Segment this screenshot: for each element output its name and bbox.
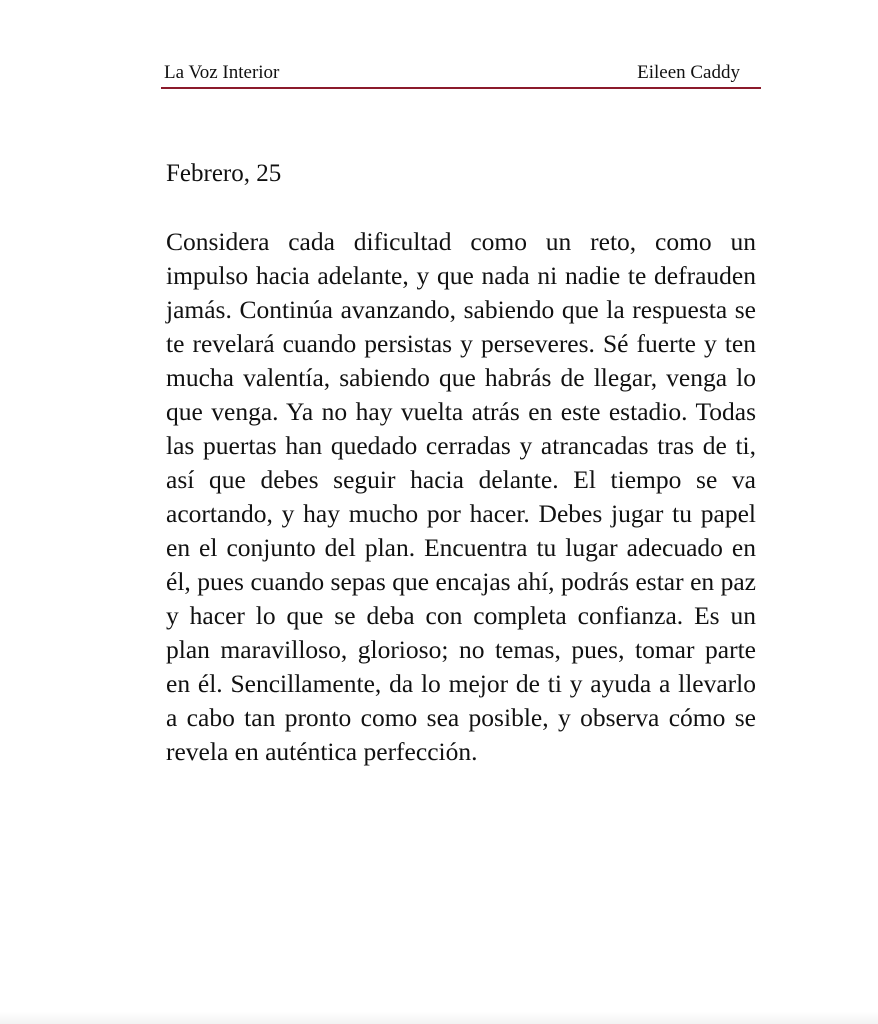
page-bottom-edge: [0, 1012, 878, 1024]
book-title: La Voz Interior: [164, 62, 280, 83]
author-name: Eileen Caddy: [637, 62, 740, 83]
page-header: [161, 58, 761, 90]
header-rule: [161, 87, 761, 89]
entry-date: Febrero, 25: [166, 160, 282, 187]
entry-body-text: Considera cada dificultad como un reto, como un impulso hacia adelante, y que nada ni nadie te defrauden jamás. Continúa avanzando, sabiendo que la respuesta se te revelará cuando persistas y perseveres. Sé fuerte y ten mucha valentía, sabiendo que habrás de llegar, venga lo que venga. Ya no hay vuelta atrás en este estadio. Todas las puertas han quedado cerradas y atrancadas tras de ti, así que debes seguir hacia delante. El tiempo se va acortando, y hay mucho por hacer. Debes jugar tu papel en el conjunto del plan. Encuentra tu lugar adecuado en él, pues cuando sepas que encajas ahí, podrás estar en paz y hacer lo que se deba con completa confianza. Es un plan maravilloso, glorioso; no temas, pues, tomar parte en él. Sencillamente, da lo mejor de ti y ayuda a llevarlo a cabo tan pronto como sea posible, y observa cómo se revela en auténtica perfección.: [166, 227, 756, 766]
